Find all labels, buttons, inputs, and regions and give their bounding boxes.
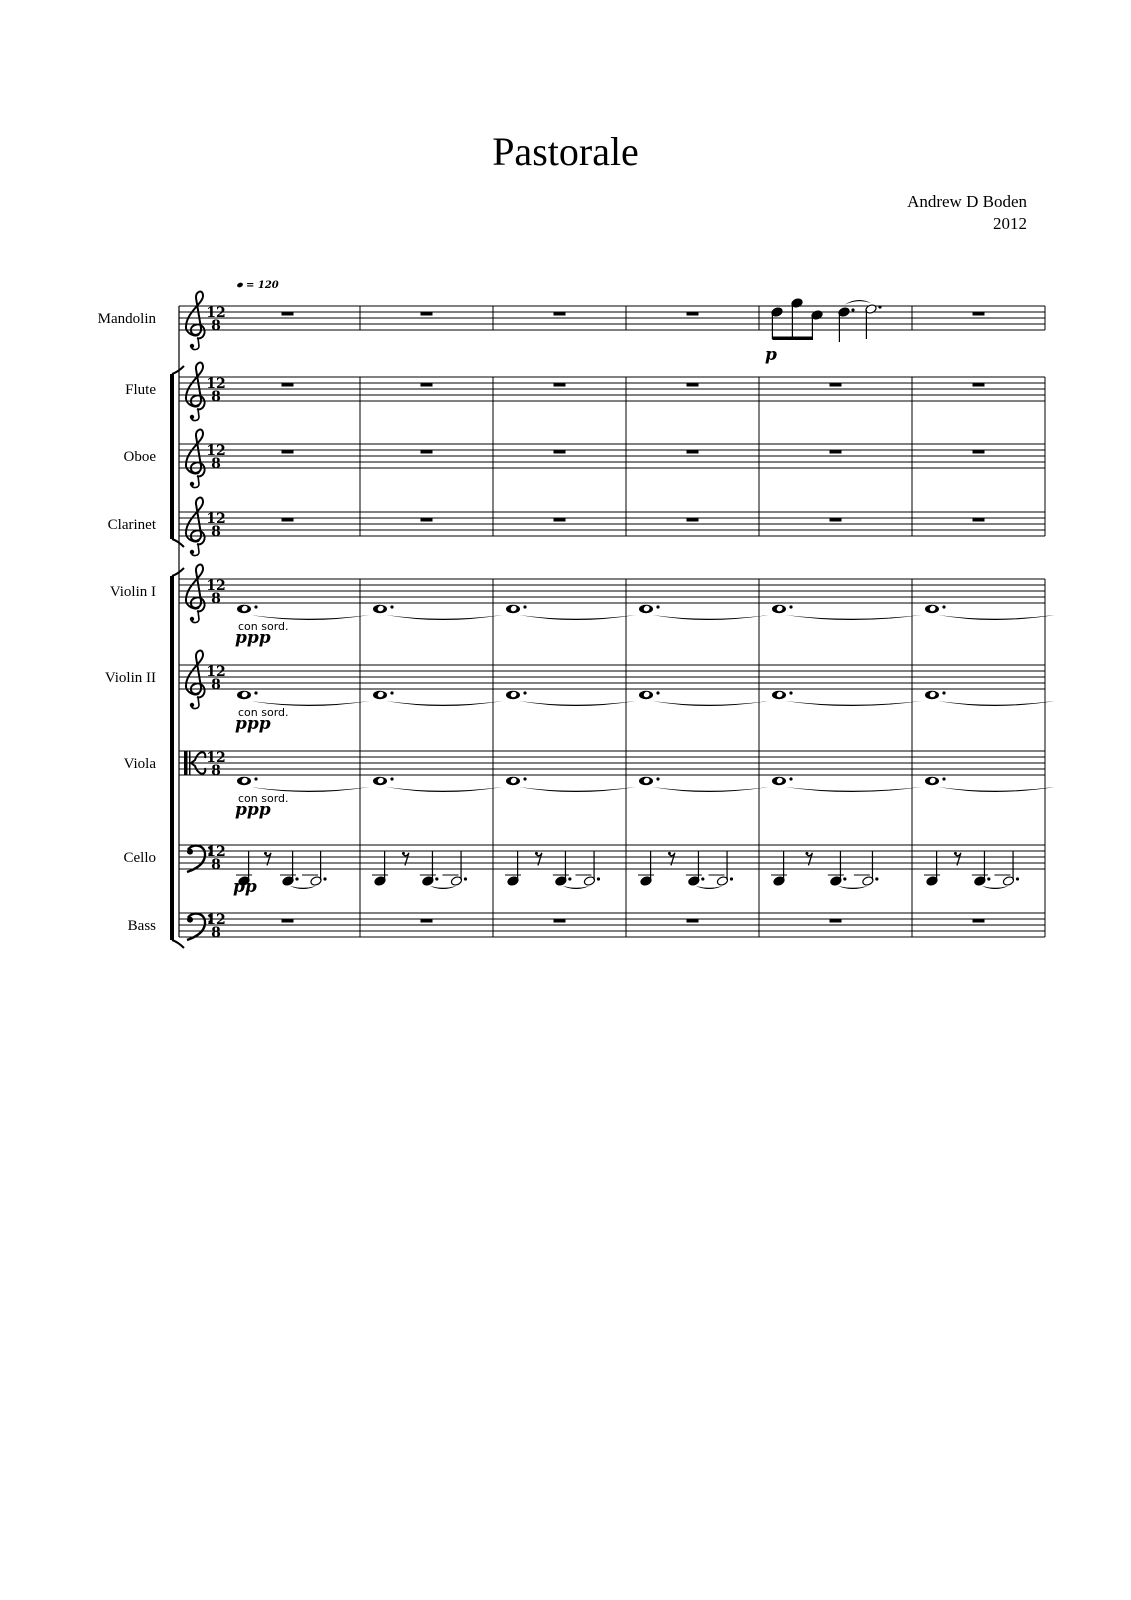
time-signature-numerator: 12 <box>206 664 226 680</box>
composer-name: Andrew D Boden <box>907 192 1027 211</box>
expression-text: con sord. <box>238 620 289 633</box>
augmentation-dot <box>843 877 846 880</box>
dotted-whole-note <box>772 777 793 786</box>
dotted-whole-note <box>373 691 394 700</box>
tie <box>386 615 503 620</box>
time-signature-numerator: 12 <box>206 844 226 860</box>
whole-rest <box>830 383 842 387</box>
score-title: Pastorale <box>492 129 639 174</box>
treble-clef <box>186 651 205 709</box>
dotted-whole-note <box>772 605 793 614</box>
strings-bracket <box>170 568 184 948</box>
whole-rest <box>282 312 294 316</box>
tie <box>652 615 769 620</box>
instrument-name: Violin I <box>109 584 156 600</box>
augmentation-dot <box>878 305 881 308</box>
tie <box>982 886 1009 889</box>
time-signature-denominator: 8 <box>211 456 221 472</box>
dotted-whole-note <box>506 777 527 786</box>
tie <box>386 701 503 706</box>
instrument-name: Flute <box>125 382 156 398</box>
whole-rest <box>282 450 294 454</box>
treble-clef <box>186 292 205 350</box>
time-signature-numerator: 12 <box>206 376 226 392</box>
dotted-whole-note <box>639 777 660 786</box>
treble-clef <box>186 430 205 488</box>
whole-rest <box>421 383 433 387</box>
whole-rest <box>973 450 985 454</box>
time-signature-denominator: 8 <box>211 318 221 334</box>
dotted-whole-note <box>772 691 793 700</box>
time-signature-numerator: 12 <box>206 305 226 321</box>
mandolin-phrase <box>765 298 882 365</box>
augmentation-dot <box>597 877 600 880</box>
instrument-name: Viola <box>123 756 156 772</box>
dynamic-marking: pp <box>233 876 257 897</box>
tempo-note-icon <box>236 282 243 288</box>
augmentation-dot <box>875 877 878 880</box>
whole-rest <box>421 518 433 522</box>
treble-clef <box>186 498 205 556</box>
instrument-name: Clarinet <box>107 517 156 533</box>
tie <box>290 886 316 889</box>
whole-rest <box>282 383 294 387</box>
whole-rest <box>973 383 985 387</box>
treble-clef <box>186 363 205 421</box>
treble-clef <box>186 565 205 623</box>
composition-year: 2012 <box>993 214 1027 233</box>
time-signature-denominator: 8 <box>211 677 221 693</box>
time-signature-denominator: 8 <box>211 763 221 779</box>
tie <box>652 701 769 706</box>
staff-bass <box>128 912 1045 941</box>
dynamic-marking: ppp <box>235 800 271 821</box>
time-signature-numerator: 12 <box>206 511 226 527</box>
whole-rest <box>421 312 433 316</box>
augmentation-dot <box>323 877 326 880</box>
whole-rest <box>687 383 699 387</box>
dynamic-marking: ppp <box>235 714 271 735</box>
dotted-whole-note <box>639 605 660 614</box>
whole-rest <box>973 919 985 923</box>
tie <box>563 886 590 889</box>
time-signature-numerator: 12 <box>206 912 226 928</box>
expression-text: con sord. <box>238 792 289 805</box>
tie <box>519 615 636 620</box>
staff-oboe <box>124 430 1046 488</box>
whole-rest <box>282 919 294 923</box>
augmentation-dot <box>730 877 733 880</box>
dotted-whole-note <box>506 691 527 700</box>
dotted-whole-note <box>373 777 394 786</box>
augmentation-dot <box>851 308 854 311</box>
tie <box>938 787 1055 792</box>
dotted-whole-note <box>506 605 527 614</box>
instrument-name: Bass <box>127 918 156 934</box>
whole-rest <box>973 518 985 522</box>
tie <box>519 701 636 706</box>
time-signature-denominator: 8 <box>211 591 221 607</box>
whole-rest <box>830 450 842 454</box>
time-signature-denominator: 8 <box>211 925 221 941</box>
whole-rest <box>687 919 699 923</box>
whole-rest <box>830 919 842 923</box>
time-signature-denominator: 8 <box>211 389 221 405</box>
tie <box>938 701 1055 706</box>
dotted-whole-note <box>237 691 258 700</box>
whole-rest <box>554 383 566 387</box>
staff-viola <box>124 750 1055 820</box>
whole-rest <box>282 518 294 522</box>
staff-violin-i <box>110 565 1055 649</box>
tie <box>938 615 1055 620</box>
instrument-name: Violin II <box>104 670 156 686</box>
augmentation-dot <box>987 877 990 880</box>
tie <box>519 787 636 792</box>
whole-rest <box>554 312 566 316</box>
augmentation-dot <box>568 877 571 880</box>
tie <box>696 886 723 889</box>
instrument-name: Cello <box>123 850 156 866</box>
augmentation-dot <box>1016 877 1019 880</box>
tie <box>785 615 922 620</box>
instrument-name: Oboe <box>123 449 156 465</box>
whole-rest <box>687 312 699 316</box>
whole-rest <box>687 450 699 454</box>
whole-rest <box>687 518 699 522</box>
dotted-whole-note <box>237 605 258 614</box>
dotted-whole-note <box>237 777 258 786</box>
time-signature-numerator: 12 <box>206 578 226 594</box>
whole-rest <box>830 518 842 522</box>
dynamic-marking: ppp <box>235 628 271 649</box>
tie <box>838 886 868 889</box>
dotted-whole-note <box>373 605 394 614</box>
whole-rest <box>554 518 566 522</box>
dotted-whole-note <box>925 605 946 614</box>
augmentation-dot <box>701 877 704 880</box>
tie <box>430 886 457 889</box>
slur <box>844 300 871 305</box>
tie <box>785 787 922 792</box>
expression-text: con sord. <box>238 706 289 719</box>
whole-rest <box>421 919 433 923</box>
time-signature-numerator: 12 <box>206 443 226 459</box>
beam <box>772 337 813 341</box>
tie <box>652 787 769 792</box>
whole-rest <box>421 450 433 454</box>
staff-clarinet <box>108 498 1045 556</box>
tempo-value: = 120 <box>246 280 279 291</box>
time-signature-numerator: 12 <box>206 750 226 766</box>
staff-mandolin <box>98 292 1045 365</box>
dotted-whole-note <box>639 691 660 700</box>
whole-rest <box>973 312 985 316</box>
time-signature-denominator: 8 <box>211 857 221 873</box>
time-signature-denominator: 8 <box>211 524 221 540</box>
tie <box>386 787 503 792</box>
augmentation-dot <box>435 877 438 880</box>
dotted-whole-note <box>925 691 946 700</box>
augmentation-dot <box>295 877 298 880</box>
tempo-marking <box>236 280 278 291</box>
staff-flute <box>125 363 1045 421</box>
whole-rest <box>554 919 566 923</box>
staff-cello <box>124 844 1046 897</box>
instrument-name: Mandolin <box>97 311 156 327</box>
dynamic-marking: p <box>765 345 777 365</box>
augmentation-dot <box>464 877 467 880</box>
tie <box>785 701 922 706</box>
whole-rest <box>554 450 566 454</box>
dotted-whole-note <box>925 777 946 786</box>
